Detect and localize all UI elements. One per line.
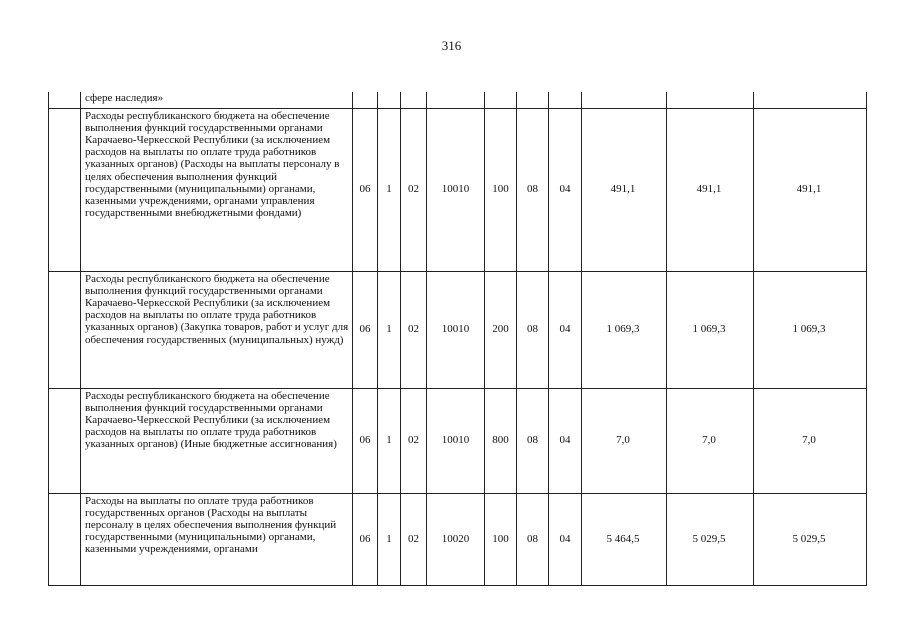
budget-table: [48, 92, 867, 586]
cell-code: 200: [485, 271, 517, 388]
row-blank-cell: [49, 388, 81, 493]
cell-code: 08: [517, 271, 549, 388]
cell-amount: 5 029,5: [754, 493, 867, 585]
cell-amount: 7,0: [754, 388, 867, 493]
row-blank-cell: [49, 92, 81, 108]
cell-code: [427, 92, 485, 108]
cell-amount: 5 029,5: [667, 493, 754, 585]
row-description: Расходы республиканского бюджета на обеспечение выполнения функций государственными органами Карачаево-Черкесской Республики (за исключением расходов на выплаты по оплате труда работников указанных органов) (Закупка товаров, работ и услуг для обеспечения государственных (муниципальных) нужд): [81, 271, 353, 388]
cell-code: 04: [549, 108, 582, 271]
cell-code: 800: [485, 388, 517, 493]
cell-amount: 491,1: [582, 108, 667, 271]
table-row: [49, 271, 867, 388]
table-row: [49, 388, 867, 493]
cell-code: 1: [378, 388, 401, 493]
cell-code: 02: [401, 271, 427, 388]
row-blank-cell: [49, 271, 81, 388]
cell-code: 1: [378, 493, 401, 585]
cell-code: 02: [401, 493, 427, 585]
cell-amount: 1 069,3: [667, 271, 754, 388]
cell-code: 1: [378, 271, 401, 388]
cell-code: 06: [353, 271, 378, 388]
cell-code: [485, 92, 517, 108]
cell-amount: 5 464,5: [582, 493, 667, 585]
cell-code: 04: [549, 388, 582, 493]
cell-amount: [582, 92, 667, 108]
table-row: [49, 493, 867, 585]
cell-code: [378, 92, 401, 108]
row-description: Расходы республиканского бюджета на обеспечение выполнения функций государственными органами Карачаево-Черкесской Республики (за исключением расходов на выплаты по оплате труда работников указанных органов) (Иные бюджетные ассигнования): [81, 388, 353, 493]
cell-code: 1: [378, 108, 401, 271]
cell-amount: 1 069,3: [582, 271, 667, 388]
cell-code: 04: [549, 493, 582, 585]
cell-code: 100: [485, 108, 517, 271]
row-blank-cell: [49, 493, 81, 585]
cell-code: 08: [517, 388, 549, 493]
cell-amount: 491,1: [754, 108, 867, 271]
cell-code: 10010: [427, 108, 485, 271]
cell-code: [517, 92, 549, 108]
row-blank-cell: [49, 108, 81, 271]
cell-code: 10010: [427, 388, 485, 493]
cell-code: 06: [353, 108, 378, 271]
cell-code: [353, 92, 378, 108]
cell-code: 10010: [427, 271, 485, 388]
row-description: сфере наследия»: [81, 92, 353, 108]
row-description: Расходы на выплаты по оплате труда работников государственных органов (Расходы на выплаты персоналу в целях обеспечения выполнения функций государственными (муниципальными) органами, казенными учреждениями, органами: [81, 493, 353, 585]
cell-code: 10020: [427, 493, 485, 585]
page-number: 316: [441, 38, 462, 53]
cell-code: 100: [485, 493, 517, 585]
cell-amount: 1 069,3: [754, 271, 867, 388]
row-description: Расходы республиканского бюджета на обеспечение выполнения функций государственными органами Карачаево-Черкесской Республики (за исключением расходов на выплаты по оплате труда работников указанных органов) (Расходы на выплаты персоналу в целях обеспечения выполнения функций государственными (муниципальными) органами, казенными учреждениями, органами управления государственными внебюджетными фондами): [81, 108, 353, 271]
cell-code: [401, 92, 427, 108]
cell-code: 02: [401, 108, 427, 271]
cell-amount: [754, 92, 867, 108]
cell-amount: [667, 92, 754, 108]
cell-code: 08: [517, 493, 549, 585]
cell-amount: 7,0: [582, 388, 667, 493]
cell-amount: 491,1: [667, 108, 754, 271]
cell-amount: 7,0: [667, 388, 754, 493]
table-row: [49, 108, 867, 271]
cell-code: 06: [353, 388, 378, 493]
cell-code: 04: [549, 271, 582, 388]
cell-code: 02: [401, 388, 427, 493]
cell-code: 08: [517, 108, 549, 271]
cell-code: 06: [353, 493, 378, 585]
table-row: [49, 92, 867, 108]
cell-code: [549, 92, 582, 108]
